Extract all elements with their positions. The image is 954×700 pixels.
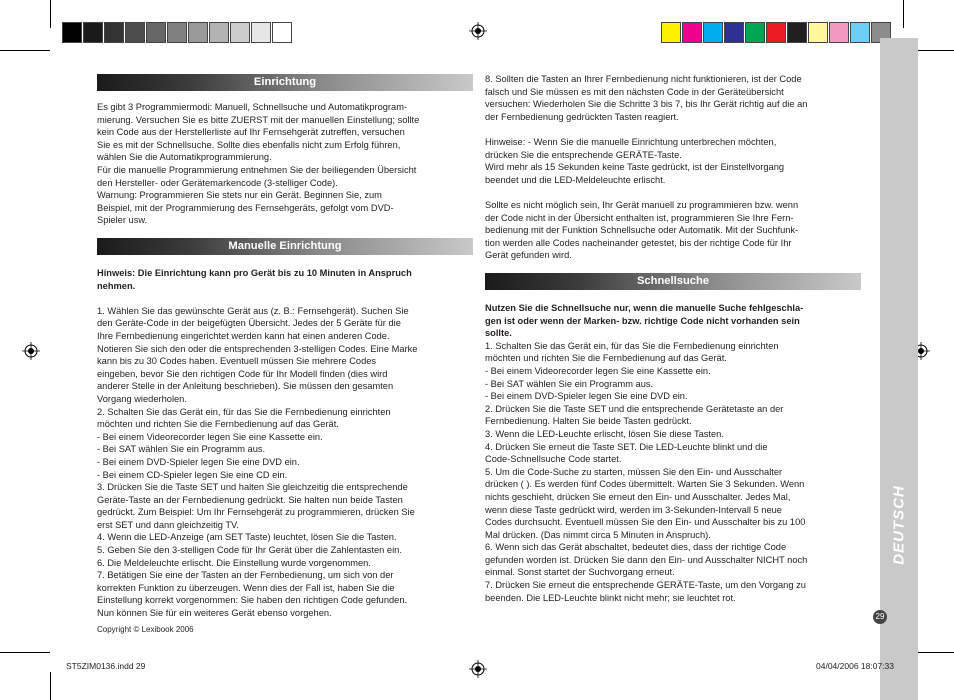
text-line: - Bei einem Videorecorder legen Sie eine Kassette ein. xyxy=(485,365,711,376)
text-line: Wird mehr als 15 Sekunden keine Taste gedrückt, ist der Einstellvorgang xyxy=(485,162,785,173)
intro-paragraph xyxy=(97,101,477,227)
registration-mark-icon xyxy=(469,660,487,678)
text-line: anderer Stelle in der Anleitung beschrieben). Sie müssen den gesamten xyxy=(97,381,394,392)
text-line: drücken Sie die entsprechende GERÄTE-Taste. xyxy=(485,149,682,160)
text-line: Sollte es nicht möglich sein, Ihr Gerät manuell zu programmieren bzw. wenn xyxy=(485,199,799,210)
color-swatch xyxy=(745,22,765,43)
crop-mark xyxy=(0,50,50,51)
text-line: tion werden alle Codes nacheinander getestet, bis der richtige Code für Ihr xyxy=(485,237,792,248)
text-line: Spieler usw. xyxy=(97,215,148,226)
text-line: Beispiel, mit der Programmierung des Fernsehgeräts, gefolgt vom DVD- xyxy=(97,202,394,213)
color-swatch xyxy=(104,22,124,43)
text-line: den Geräte-Code in der beigefügten Übersicht. Jedes der 5 Geräte für die xyxy=(97,318,401,329)
text-line: Fernbedienung. Halten Sie beide Tasten gedrückt. xyxy=(485,416,692,427)
text-line: der Code nicht in der Übersicht enthalten ist, programmieren Sie Ihre Fern- xyxy=(485,212,794,223)
text-line: Mal drücken. (Das nimmt circa 5 Minuten in Anspruch). xyxy=(485,529,711,540)
section-heading-einrichtung: Einrichtung xyxy=(97,74,473,91)
text-line: versuchen: Wiederholen Sie die Schritte 3 bis 7, bis Ihr Gerät richtig auf die an xyxy=(485,99,808,110)
text-line: Hinweis: Die Einrichtung kann pro Gerät bis zu 10 Minuten in Anspruch xyxy=(97,268,412,278)
text-line: 2. Schalten Sie das Gerät ein, für das Sie die Fernbedienung einrichten xyxy=(97,406,391,417)
crop-mark xyxy=(50,0,51,28)
color-swatch xyxy=(829,22,849,43)
color-swatch xyxy=(83,22,103,43)
color-swatch xyxy=(787,22,807,43)
text-line: 8. Sollten die Tasten an Ihrer Fernbedienung nicht funktionieren, ist der Code xyxy=(485,74,802,84)
text-line: drücken ( ). Es werden fünf Codes übermittelt. Warten Sie 3 Sekunden. Wenn xyxy=(485,479,805,490)
text-line: einmal. Sonst startet der Suchvorgang erneut. xyxy=(485,567,675,578)
registration-mark-icon xyxy=(469,22,487,40)
text-line: eingeben, bevor Sie den richtigen Code für Ihr Modell finden (dies wird xyxy=(97,368,388,379)
crop-mark xyxy=(0,652,50,653)
text-line: Gerät gefunden wird. xyxy=(485,250,572,261)
crop-mark xyxy=(50,672,51,700)
color-swatch xyxy=(251,22,271,43)
text-line: 5. Geben Sie den 3-stelligen Code für Ihr Gerät über die Zahlentasten ein. xyxy=(97,545,402,556)
color-swatch xyxy=(850,22,870,43)
color-swatch xyxy=(724,22,744,43)
text-line: gedrückt. Zum Beispiel: Um Ihr Fernsehgerät zu programmieren, drücken Sie xyxy=(97,507,415,518)
manual-setup-text xyxy=(97,267,477,620)
text-line: kein Code aus der Herstellerliste auf Ihr Fernsehgerät zutreffen, versuchen xyxy=(97,127,405,138)
text-line: - Bei SAT wählen Sie ein Programm aus. xyxy=(485,378,654,389)
text-line: Hinweise: - Wenn Sie die manuelle Einrichtung unterbrechen möchten, xyxy=(485,136,777,147)
right-column-text xyxy=(485,73,870,262)
text-line: Sie es mit der Schnellsuche. Sollte dies ebenfalls nicht zum Erfolg führen, xyxy=(97,139,401,150)
text-line: Ihre Fernbedienung eingerichtet werden kann hat einen anderen Code. xyxy=(97,330,390,341)
quick-search-text xyxy=(485,302,870,604)
color-swatch xyxy=(272,22,292,43)
text-line: korrekten Funktion zu überzeugen. Wenn dies der Fall ist, haben Sie die xyxy=(97,582,395,593)
text-line: 3. Wenn die LED-Leuchte erlischt, lösen Sie diese Tasten. xyxy=(485,428,724,439)
text-line: Einstellung korrekt vorgenommen: Sie haben den richtigen Code gefunden. xyxy=(97,595,408,606)
text-line: 1. Schalten Sie das Gerät ein, für das Sie die Fernbedienung einrichten xyxy=(485,340,779,351)
text-line: - Bei einem DVD-Spieler legen Sie eine DVD ein. xyxy=(485,391,688,402)
text-line: wenn diese Taste gedrückt wird, werden im 3-Sekunden-Intervall 5 neue xyxy=(485,504,782,515)
text-line: falsch und Sie müssen es mit den nächsten Code in der Geräteübersicht xyxy=(485,86,784,97)
registration-mark-icon xyxy=(22,342,40,360)
text-line: sollte. xyxy=(485,328,512,339)
text-line: Warnung: Programmieren Sie stets nur ein Gerät. Beginnen Sie, zum xyxy=(97,190,382,201)
text-line: nichts geschieht, drücken Sie erneut den Ein- und Ausschalter. Jedes Mal, xyxy=(485,491,791,502)
color-swatch xyxy=(62,22,82,43)
text-line: beendet und die LED-Meldeleuchte erlischt. xyxy=(485,174,666,185)
color-swatch xyxy=(146,22,166,43)
color-swatch xyxy=(661,22,681,43)
text-line: mierung. Versuchen Sie es bitte ZUERST mit der manuellen Einstellung; sollte xyxy=(97,114,420,125)
page-number: 29 xyxy=(873,610,887,624)
color-swatch xyxy=(188,22,208,43)
text-line: Vorgang wiederholen. xyxy=(97,393,187,404)
language-sidebar xyxy=(880,38,918,700)
footer-file-info: ST5ZIM0136.indd 29 xyxy=(66,661,146,671)
text-line: Es gibt 3 Programmiermodi: Manuell, Schnellsuche und Automatikprogram- xyxy=(97,102,408,112)
text-line: Nun können Sie für ein weiteres Gerät ebenso vorgehen. xyxy=(97,608,332,619)
crop-mark xyxy=(903,0,904,28)
text-line: - Bei einem CD-Spieler legen Sie eine CD ein. xyxy=(97,469,288,480)
text-line: wählen Sie die Automatikprogrammierung. xyxy=(97,152,272,163)
color-swatch xyxy=(766,22,786,43)
color-swatch xyxy=(125,22,145,43)
text-line: Für die manuelle Programmierung entnehmen Sie der beiliegenden Übersicht xyxy=(97,164,417,175)
text-line: möchten und richten Sie die Fernbedienung auf das Gerät. xyxy=(485,353,727,364)
text-line: möchten und richten Sie die Fernbedienung auf das Gerät. xyxy=(97,419,339,430)
copyright-notice: Copyright © Lexibook 2006 xyxy=(97,625,194,634)
text-line: 4. Wenn die LED-Anzeige (am SET Taste) leuchtet, lösen Sie die Tasten. xyxy=(97,532,397,543)
text-line: 2. Drücken Sie die Taste SET und die entsprechende Gerätetaste an der xyxy=(485,403,784,414)
color-swatch xyxy=(703,22,723,43)
text-line: - Bei SAT wählen Sie ein Programm aus. xyxy=(97,444,266,455)
text-line: - Bei einem DVD-Spieler legen Sie eine DVD ein. xyxy=(97,456,300,467)
text-line: 3. Drücken Sie die Taste SET und halten Sie gleichzeitig die entsprechende xyxy=(97,482,408,493)
text-line: nehmen. xyxy=(97,280,136,291)
text-line: gen ist oder wenn der Marken- bzw. richtige Code nicht vorhanden sein xyxy=(485,315,800,326)
footer-date: 04/04/2006 18:07:33 xyxy=(816,661,894,671)
text-line: den Hersteller- oder Gerätemarkencode (3-stelliger Code). xyxy=(97,177,338,188)
color-swatch xyxy=(808,22,828,43)
text-line: - Bei einem Videorecorder legen Sie eine Kassette ein. xyxy=(97,431,323,442)
text-line: beenden. Die LED-Leuchte blinkt nicht mehr; sie leuchtet rot. xyxy=(485,592,736,603)
color-swatch xyxy=(167,22,187,43)
text-line: 7. Drücken Sie erneut die entsprechende GERÄTE-Taste, um den Vorgang zu xyxy=(485,580,806,591)
text-line: 6. Die Meldeleuchte erlischt. Die Einstellung wurde vorgenommen. xyxy=(97,557,371,568)
section-heading-manuelle-einrichtung: Manuelle Einrichtung xyxy=(97,238,473,255)
text-line: Notieren Sie sich den oder die entsprechenden 3-stelligen Codes. Eine Marke xyxy=(97,343,418,354)
language-label: DEUTSCH xyxy=(890,485,908,565)
text-line: Code-Schnellsuche Code startet. xyxy=(485,454,622,465)
text-line: erst SET und dann gleichzeitig TV. xyxy=(97,519,239,530)
text-line: bedienung mit der Funktion Schnellsuche oder Automatik. Mit der Suchfunk- xyxy=(485,225,799,236)
text-line: 6. Wenn sich das Gerät abschaltet, bedeutet dies, dass der richtige Code xyxy=(485,542,787,553)
text-line: 4. Drücken Sie erneut die Taste SET. Die LED-Leuchte blinkt und die xyxy=(485,441,768,452)
text-line: Codes durchsucht. Eventuell müssen Sie den Ein- und Ausschalter bis zu 100 xyxy=(485,517,806,528)
color-swatch xyxy=(209,22,229,43)
color-swatch xyxy=(230,22,250,43)
text-line: kann bis zu 30 Codes haben. Eventuell müssen Sie mehrere Codes xyxy=(97,356,377,367)
text-line: 1. Wählen Sie das gewünschte Gerät aus (z. B.: Fernsehgerät). Suchen Sie xyxy=(97,305,409,316)
text-line: Nutzen Sie die Schnellsuche nur, wenn die manuelle Suche fehlgeschla- xyxy=(485,303,804,313)
color-swatch xyxy=(682,22,702,43)
text-line: 5. Um die Code-Suche zu starten, müssen Sie den Ein- und Ausschalter xyxy=(485,466,783,477)
text-line: der Fernbedienung gedrückten Tasten reagiert. xyxy=(485,111,679,122)
section-heading-schnellsuche: Schnellsuche xyxy=(485,273,861,290)
text-line: Geräte-Taste an der Fernbedienung gedrückt. Sie halten nun beide Tasten xyxy=(97,494,403,505)
text-line: gefunden worden ist. Drücken Sie dann den Ein- und Ausschalter NICHT noch xyxy=(485,554,808,565)
text-line: 7. Betätigen Sie eine der Tasten an der Fernbedienung, um sich von der xyxy=(97,570,394,581)
